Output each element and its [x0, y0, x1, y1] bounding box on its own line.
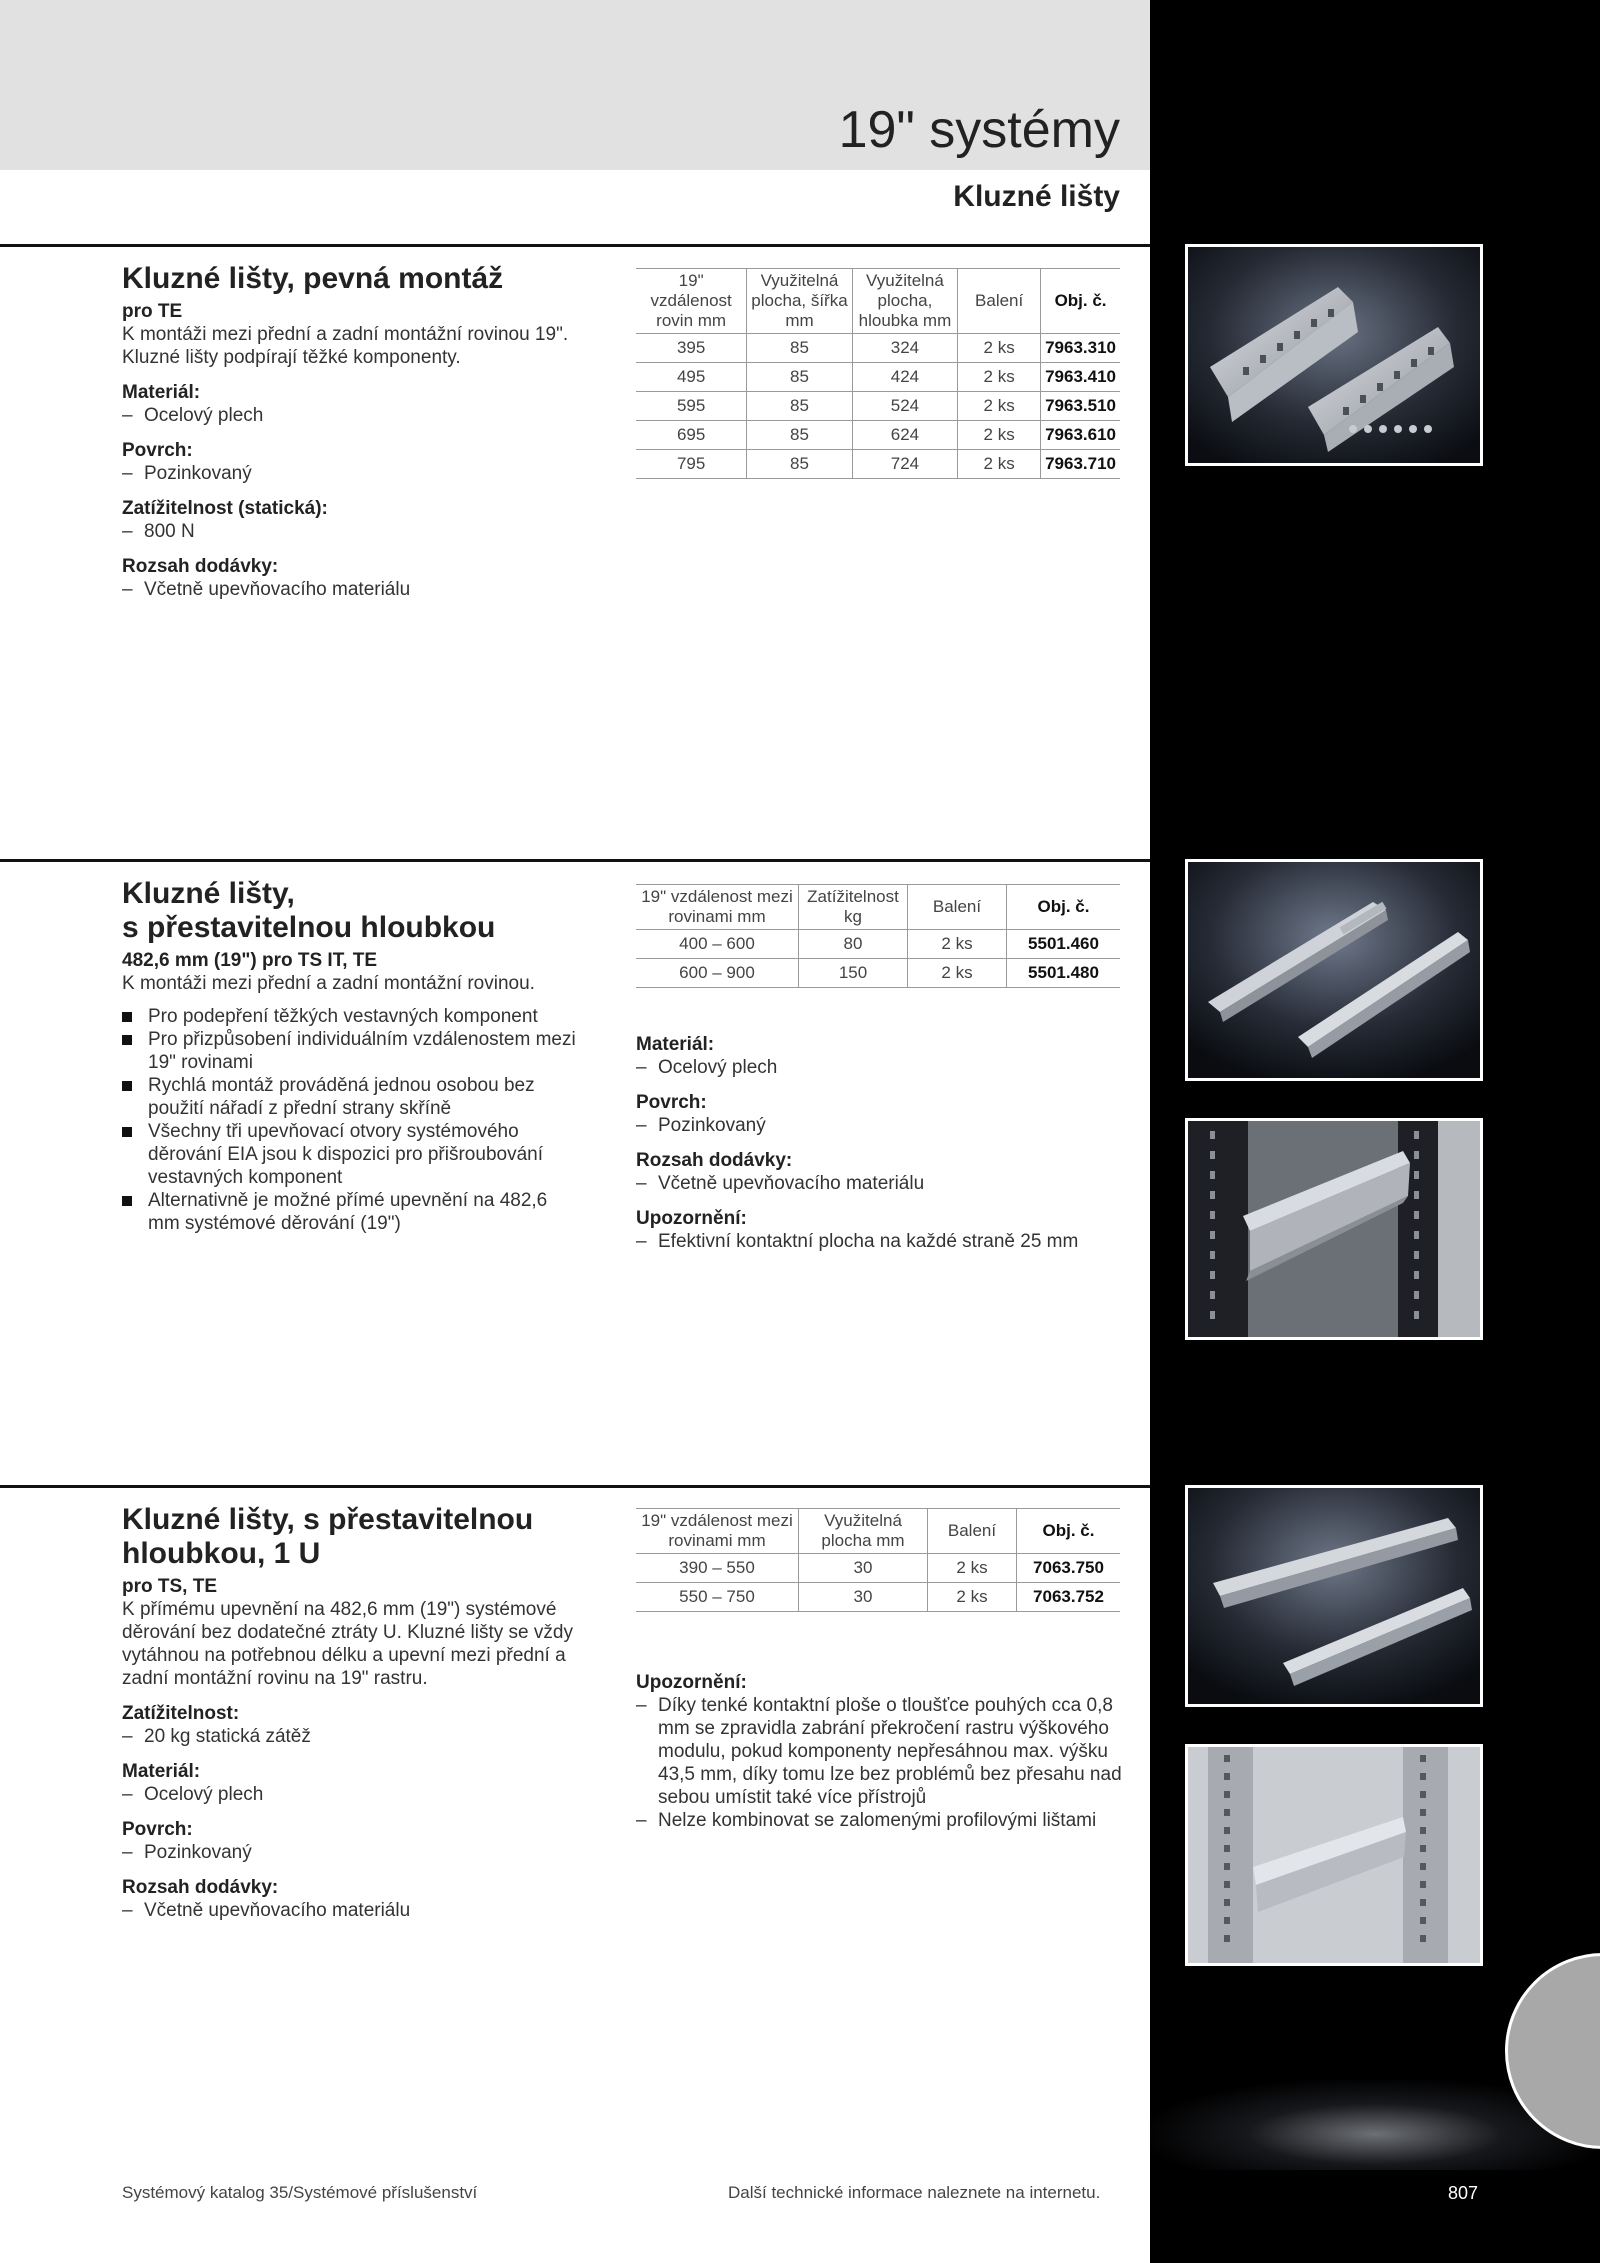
- section-3-title-line-1: Kluzné lišty, s přestavitelnou: [122, 1503, 534, 1536]
- table-cell: 495: [636, 363, 747, 392]
- section-2-surface-value: – Pozinkovaný: [636, 1114, 1136, 1137]
- table-cell: 150: [799, 959, 908, 988]
- section-2-material-value: – Ocelový plech: [636, 1056, 1136, 1079]
- order-number: 7963.410: [1041, 363, 1120, 392]
- table-header: Balení: [958, 269, 1041, 334]
- order-number: 7963.310: [1041, 334, 1120, 363]
- section-1-material-label: Materiál:: [122, 382, 201, 403]
- section-3-surface-label: Povrch:: [122, 1819, 193, 1840]
- table-cell: 2 ks: [958, 421, 1041, 450]
- table-header: Obj. č.: [1041, 269, 1120, 334]
- table-cell: 85: [747, 363, 852, 392]
- table-cell: 424: [852, 363, 957, 392]
- table-cell: 2 ks: [958, 363, 1041, 392]
- table-cell: 2 ks: [908, 930, 1007, 959]
- section-2-description: K montáži mezi přední a zadní montážní rovinou.: [122, 973, 535, 994]
- order-number: 7063.750: [1017, 1554, 1121, 1583]
- table-row: [636, 1554, 1120, 1583]
- section-3-note-1: – Díky tenké kontaktní ploše o tloušťce pouhých cca 0,8 mm se zpravidla zabrání překročení rastru výškového modulu, pokud komponenty nepřesáhnou max. výšku 43,5 mm, díky tomu lze bez problémů bez přesahu nad sebou umístit také více přístrojů: [636, 1694, 1126, 1809]
- section-2-note-label: Upozornění:: [636, 1208, 747, 1229]
- table-header-row: [636, 1509, 1120, 1554]
- section-2-delivery-value: – Včetně upevňovacího materiálu: [636, 1172, 1136, 1195]
- section-3-material-value: – Ocelový plech: [122, 1783, 612, 1806]
- table-cell: 390 – 550: [636, 1554, 799, 1583]
- table-cell: 795: [636, 450, 747, 479]
- section-rule-3: [0, 1485, 1150, 1488]
- product-photo-fixed-rails: [1185, 244, 1483, 466]
- page-subtitle: Kluzné lišty: [953, 180, 1120, 213]
- table-row: [636, 334, 1120, 363]
- section-3-note-label: Upozornění:: [636, 1672, 747, 1693]
- table-cell: 2 ks: [928, 1583, 1017, 1612]
- order-number: 7063.752: [1017, 1583, 1121, 1612]
- table-header-row: [636, 269, 1120, 334]
- order-number: 5501.480: [1007, 959, 1121, 988]
- table-row: [636, 450, 1120, 479]
- section-3-title-line-2: hloubkou, 1 U: [122, 1537, 321, 1570]
- table-row: [636, 1583, 1120, 1612]
- section-1-title: Kluzné lišty, pevná montáž: [122, 262, 504, 295]
- section-1-load-label: Zatížitelnost (statická):: [122, 498, 328, 519]
- section-2-table: [636, 884, 1120, 988]
- order-number: 7963.510: [1041, 392, 1120, 421]
- table-cell: 624: [852, 421, 957, 450]
- footer-catalog-reference: Systémový katalog 35/Systémové příslušenství: [122, 2183, 478, 2202]
- table-row: [636, 392, 1120, 421]
- section-3-surface-value: – Pozinkovaný: [122, 1841, 612, 1864]
- table-header: Zatížitelnost kg: [799, 885, 908, 930]
- section-2-title-line-1: Kluzné lišty,: [122, 877, 295, 910]
- table-row: [636, 959, 1120, 988]
- table-cell: 600 – 900: [636, 959, 799, 988]
- section-2-text: [122, 877, 602, 1235]
- section-2-specs: [636, 1033, 1136, 1253]
- product-photo-adjustable-rails: [1185, 859, 1483, 1081]
- product-photo-rails-mounted: [1185, 1118, 1483, 1340]
- table-header: Obj. č.: [1007, 885, 1121, 930]
- table-header: Balení: [928, 1509, 1017, 1554]
- order-number: 7963.610: [1041, 421, 1120, 450]
- table-cell: 2 ks: [908, 959, 1007, 988]
- section-1-delivery-label: Rozsah dodávky:: [122, 556, 279, 577]
- page-number: 807: [1448, 2183, 1479, 2203]
- list-item: Pro přizpůsobení individuálním vzdálenostem mezi 19" rovinami: [122, 1028, 582, 1074]
- section-3-load-value: – 20 kg statická zátěž: [122, 1725, 612, 1748]
- table-cell: 2 ks: [958, 334, 1041, 363]
- table-cell: 85: [747, 421, 852, 450]
- table-header: 19" vzdálenost mezi rovinami mm: [636, 1509, 799, 1554]
- page-title: 19" systémy: [838, 101, 1120, 159]
- table-header: 19" vzdálenost rovin mm: [636, 269, 747, 334]
- table-cell: 85: [747, 334, 852, 363]
- table-cell: 85: [747, 392, 852, 421]
- section-3-delivery-value: – Včetně upevňovacího materiálu: [122, 1899, 612, 1922]
- table-cell: 85: [747, 450, 852, 479]
- table-cell: 324: [852, 334, 957, 363]
- table-cell: 80: [799, 930, 908, 959]
- table-cell: 395: [636, 334, 747, 363]
- section-3-delivery-label: Rozsah dodávky:: [122, 1877, 279, 1898]
- table-cell: 695: [636, 421, 747, 450]
- table-header-row: [636, 885, 1120, 930]
- section-3-text: [122, 1503, 612, 1922]
- table-header: Využitelná plocha, hloubka mm: [852, 269, 957, 334]
- section-3-table: [636, 1508, 1120, 1612]
- table-cell: 30: [799, 1554, 928, 1583]
- table-header: Obj. č.: [1017, 1509, 1121, 1554]
- table-cell: 2 ks: [958, 392, 1041, 421]
- order-number: 5501.460: [1007, 930, 1121, 959]
- table-cell: 724: [852, 450, 957, 479]
- table-header: Balení: [908, 885, 1007, 930]
- section-1-material-value: – Ocelový plech: [122, 404, 602, 427]
- table-header: Využitelná plocha, šířka mm: [747, 269, 852, 334]
- section-rule-1: [0, 244, 1150, 247]
- table-header: 19" vzdálenost mezi rovinami mm: [636, 885, 799, 930]
- section-1-surface-label: Povrch:: [122, 440, 193, 461]
- section-1-description: K montáži mezi přední a zadní montážní rovinou 19". Kluzné lišty podpírají těžké komponenty.: [122, 324, 569, 368]
- table-header: Využitelná plocha mm: [799, 1509, 928, 1554]
- table-row: [636, 930, 1120, 959]
- section-1-load-value: – 800 N: [122, 520, 602, 543]
- section-1-text: [122, 262, 602, 601]
- section-1-subtitle: pro TE: [122, 301, 183, 322]
- table-row: [636, 421, 1120, 450]
- section-2-delivery-label: Rozsah dodávky:: [636, 1150, 793, 1171]
- list-item: Všechny tři upevňovací otvory systémového děrování EIA jsou k dispozici pro přišroubování vestavných komponent: [122, 1120, 582, 1189]
- section-3-description: K přímému upevnění na 482,6 mm (19") systémové děrování bez dodatečné ztráty U. Kluzné lišty se vždy vytáhnou na potřebnou délku a upevní mezi přední a zadní montážní rovinu na 19" rastru.: [122, 1599, 573, 1689]
- section-3-note-2: – Nelze kombinovat se zalomenými profilovými lištami: [636, 1809, 1126, 1832]
- table-cell: 400 – 600: [636, 930, 799, 959]
- table-cell: 550 – 750: [636, 1583, 799, 1612]
- list-item: Alternativně je možné přímé upevnění na 482,6 mm systémové děrování (19"): [122, 1189, 582, 1235]
- section-2-bullet-list: [122, 1005, 582, 1235]
- section-3-subtitle: pro TS, TE: [122, 1576, 217, 1597]
- section-2-title-line-2: s přestavitelnou hloubkou: [122, 911, 496, 944]
- section-3-notes: [636, 1671, 1126, 1832]
- section-3-material-label: Materiál:: [122, 1761, 201, 1782]
- table-cell: 30: [799, 1583, 928, 1612]
- table-cell: 524: [852, 392, 957, 421]
- product-photo-1u-rails-mounted: [1185, 1744, 1483, 1966]
- list-item: Pro podepření těžkých vestavných komponent: [122, 1005, 582, 1028]
- order-number: 7963.710: [1041, 450, 1120, 479]
- section-3-load-label: Zatížitelnost:: [122, 1703, 240, 1724]
- section-2-surface-label: Povrch:: [636, 1092, 707, 1113]
- table-cell: 595: [636, 392, 747, 421]
- section-rule-2: [0, 859, 1150, 862]
- footer-info-note: Další technické informace naleznete na internetu.: [728, 2183, 1101, 2202]
- product-photo-1u-rails: [1185, 1485, 1483, 1707]
- table-cell: 2 ks: [928, 1554, 1017, 1583]
- list-item: Rychlá montáž prováděná jednou osobou bez použití nářadí z přední strany skříně: [122, 1074, 582, 1120]
- table-cell: 2 ks: [958, 450, 1041, 479]
- section-1-delivery-value: – Včetně upevňovacího materiálu: [122, 578, 602, 601]
- section-2-subtitle: 482,6 mm (19") pro TS IT, TE: [122, 950, 378, 971]
- section-2-material-label: Materiál:: [636, 1034, 715, 1055]
- section-2-note-value: – Efektivní kontaktní plocha na každé straně 25 mm: [636, 1230, 1136, 1253]
- section-1-surface-value: – Pozinkovaný: [122, 462, 602, 485]
- section-1-table: [636, 268, 1120, 479]
- table-row: [636, 363, 1120, 392]
